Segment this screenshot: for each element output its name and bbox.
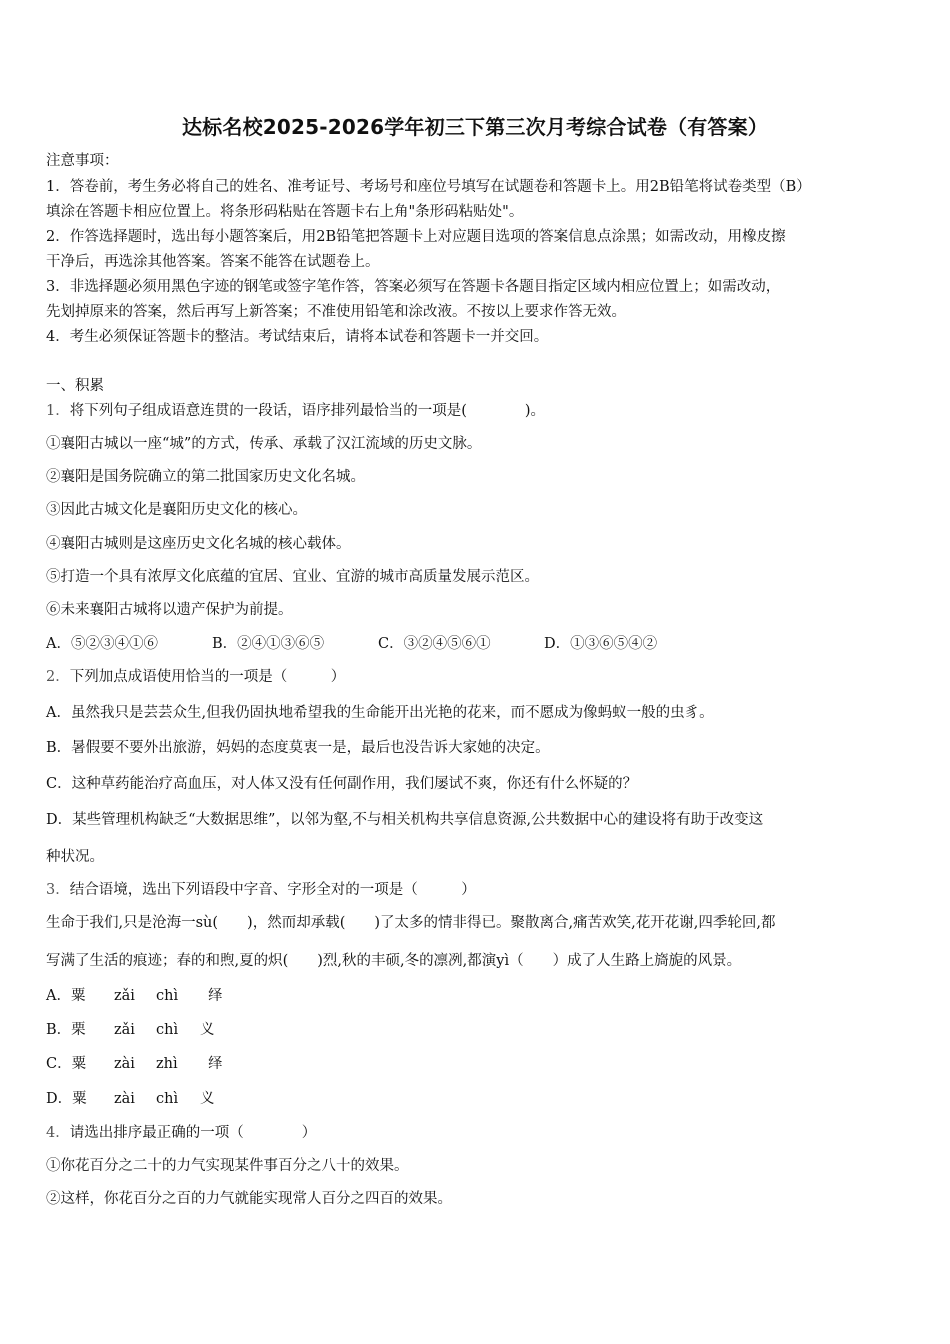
- option-cell: D．粟: [46, 1091, 87, 1107]
- option-cell: 绎: [208, 1056, 223, 1072]
- question-number: 4．: [46, 1125, 70, 1141]
- sentence-item: ④襄阳古城则是这座历史文化名城的核心载体。: [46, 536, 351, 552]
- option-c[interactable]: C．这种草药能治疗高血压，对人体又没有任何副作用，我们屡试不爽，你还有什么怀疑的？: [46, 776, 638, 792]
- option-d[interactable]: [46, 1090, 215, 1108]
- question-4-stem: [46, 1124, 316, 1142]
- section-heading: 一、积累: [46, 378, 104, 394]
- notice-line: 干净后，再选涂其他答案。答案不能答在试题卷上。: [46, 254, 380, 270]
- notice-line: 1．答卷前，考生务必将自己的姓名、准考证号、考场号和座位号填写在试题卷和答题卡上。用2B铅笔将试卷类型（B）: [46, 179, 811, 195]
- sentence-item: ③因此古城文化是襄阳历史文化的核心。: [46, 502, 307, 518]
- notice-line: 先划掉原来的答案，然后再写上新答案；不准使用铅笔和涂改液。不按以上要求作答无效。: [46, 304, 626, 320]
- option-b[interactable]: B．暑假要不要外出旅游，妈妈的态度莫衷一是，最后也没告诉大家她的决定。: [46, 740, 550, 756]
- answer-options: [46, 635, 657, 653]
- option-cell: zǎi: [114, 1022, 135, 1038]
- option-cell: 绎: [208, 988, 223, 1004]
- option-d[interactable]: D．①③⑥⑤④②: [544, 636, 658, 652]
- option-cell: zhì: [156, 1056, 178, 1072]
- page-title: 达标名校2025-2026学年初三下第三次月考综合试卷（有答案）: [181, 115, 769, 139]
- question-text: 结合语境，选出下列语段中字音、字形全对的一项是（ ）: [69, 882, 476, 898]
- sentence-item: ②这样，你花百分之百的力气就能实现常人百分之四百的效果。: [46, 1191, 452, 1207]
- option-cell: zǎi: [114, 988, 135, 1004]
- passage-line: 生命于我们,只是沧海一sù( )，然而却承载( )了太多的情非得已。聚散离合,痛苦欢笑,花开花谢,四季轮回,都: [46, 915, 776, 931]
- option-b[interactable]: B．②④①③⑥⑤: [212, 636, 325, 652]
- option-a[interactable]: A．虽然我只是芸芸众生,但我仍固执地希望我的生命能开出光艳的花来，而不愿成为像蚂蚁一般的虫豸。: [46, 705, 714, 721]
- question-text: 将下列句子组成语意连贯的一段话，语序排列最恰当的一项是( )。: [69, 403, 546, 419]
- question-number: 2．: [46, 669, 70, 685]
- question-text: 下列加点成语使用恰当的一项是（ ）: [69, 669, 346, 685]
- option-cell: A．粟: [46, 988, 86, 1004]
- sentence-item: ①襄阳古城以一座“城”的方式，传承、承载了汉江流域的历史文脉。: [46, 436, 482, 452]
- question-number: 3．: [46, 882, 70, 898]
- option-a[interactable]: [46, 987, 223, 1005]
- option-cell: zài: [114, 1056, 135, 1072]
- notice-line: 2．作答选择题时，选出每小题答案后，用2B铅笔把答题卡上对应题目选项的答案信息点涂黑；如需改动，用橡皮擦: [46, 229, 786, 245]
- sentence-item: ⑤打造一个具有浓厚文化底蕴的宜居、宜业、宜游的城市高质量发展示范区。: [46, 569, 539, 585]
- option-c[interactable]: C．③②④⑤⑥①: [378, 636, 491, 652]
- sentence-item: ②襄阳是国务院确立的第二批国家历史文化名城。: [46, 469, 365, 485]
- option-cell: zài: [114, 1091, 135, 1107]
- notice-line: 4．考生必须保证答题卡的整洁。考试结束后，请将本试卷和答题卡一并交回。: [46, 329, 549, 345]
- option-cell: chì: [156, 988, 179, 1004]
- option-cell: B．栗: [46, 1022, 86, 1038]
- question-text: 请选出排序最正确的一项（ ）: [69, 1125, 317, 1141]
- option-d-continued: 种状况。: [46, 849, 104, 865]
- question-3-stem: [46, 881, 476, 899]
- option-d[interactable]: D．某些管理机构缺乏“大数据思维”，以邻为壑,不与相关机构共享信息资源,公共数据中心的建设将有助于改变这: [46, 812, 764, 828]
- question-2-stem: [46, 668, 345, 686]
- option-cell: chì: [156, 1091, 179, 1107]
- question-number: 1．: [46, 403, 70, 419]
- option-a[interactable]: A．⑤②③④①⑥: [46, 636, 158, 652]
- option-b[interactable]: [46, 1021, 215, 1039]
- passage-line: 写满了生活的痕迹；春的和煦,夏的炽( )烈,秋的丰硕,冬的凛冽,都演yì（ ）成了人生路上旖旎的风景。: [46, 953, 742, 969]
- option-cell: 义: [200, 1091, 215, 1107]
- option-cell: chì: [156, 1022, 179, 1038]
- notice-line: 3．非选择题必须用黑色字迹的钢笔或签字笔作答，答案必须写在答题卡各题目指定区域内相应位置上；如需改动，: [46, 279, 781, 295]
- question-1-stem: [46, 402, 545, 420]
- option-cell: C．粟: [46, 1056, 87, 1072]
- sentence-item: ①你花百分之二十的力气实现某件事百分之八十的效果。: [46, 1158, 409, 1174]
- notice-line: 填涂在答题卡相应位置上。将条形码粘贴在答题卡右上角"条形码粘贴处"。: [46, 204, 524, 220]
- notice-heading: 注意事项：: [46, 153, 119, 169]
- sentence-item: ⑥未来襄阳古城将以遗产保护为前提。: [46, 602, 293, 618]
- option-cell: 义: [200, 1022, 215, 1038]
- option-c[interactable]: [46, 1055, 223, 1073]
